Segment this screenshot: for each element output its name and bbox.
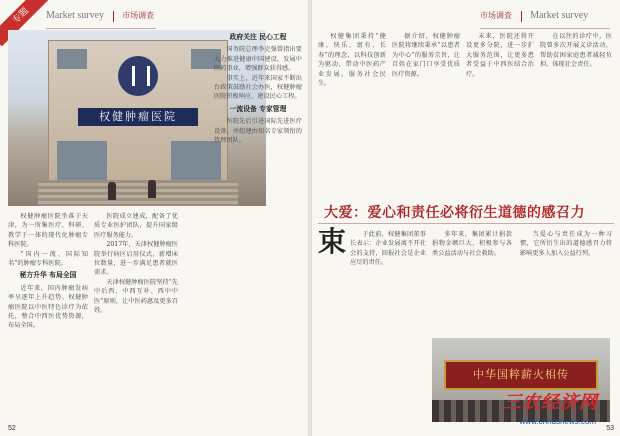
header-en: Market survey	[530, 10, 589, 21]
paragraph: 医院成立建成，配备了优质专业医护团队，提升国家级医疗服务能力。	[94, 213, 178, 239]
paragraph: 据介绍，权健肿瘤医院将继续秉承“以患者为中心”的服务宗旨，让百姓在家门口享受优质医疗资源。	[392, 33, 460, 78]
header-cn: 市场调查	[480, 11, 512, 20]
section-badge-label: 专题	[0, 0, 48, 46]
right-body-column-1	[350, 230, 426, 416]
right-column-2	[392, 32, 460, 196]
paragraph: 2017年，天津权健肿瘤医院举行病区启用仪式，新增床位数量，进一步满足患者就医需求。	[94, 241, 178, 277]
person-figure	[108, 182, 116, 200]
subheading: 政府关注 民心工程	[229, 33, 287, 41]
right-column-3	[466, 32, 534, 196]
left-column-3	[214, 30, 302, 412]
right-header	[480, 10, 588, 22]
paragraph: 多年来，集团累计捐款捐物金额巨大，积极参与各类公益活动与社会救助。	[432, 231, 512, 257]
header-cn: 市场调查	[122, 11, 155, 20]
paragraph: 当爱心与责任成为一种习惯，它所衍生出的道德感召力将影响更多人加入公益行列。	[520, 231, 612, 257]
person-figure	[148, 180, 156, 198]
right-column-4	[540, 32, 612, 196]
hospital-logo-icon	[118, 56, 158, 96]
page-number-right: 53	[606, 425, 614, 432]
window	[57, 141, 107, 181]
paragraph: 在以往的诊疗中，医院曾多次开展义诊活动，帮助贫困家庭患者减轻负担，体现社会责任。	[540, 33, 612, 69]
left-column-1	[8, 212, 88, 412]
paragraph: 医院先后引进国际先进医疗设备，并组建由知名专家领衔的管理团队。	[214, 118, 302, 145]
right-body-column-2	[432, 230, 512, 334]
window	[57, 49, 87, 69]
paragraph: 天津权健肿瘤医院坚持“先中后西、中西互补、西中中医”原则，让中医药惠及更多百姓。	[94, 278, 178, 315]
paragraph: “国内一流、国际知名”的肿瘤专科医院。	[8, 250, 88, 268]
article-headline: 大爱：爱心和责任必将衍生道德的感召力	[324, 205, 585, 221]
header-divider	[521, 11, 522, 22]
watermark-url: www.chndsnews.com	[519, 417, 596, 426]
left-column-2	[94, 212, 178, 412]
paragraph: 近年来，国内肿瘤发病率呈逐年上升趋势。权健肿瘤医院以中医特色诊疗为依托，整合中西医优势资源，布局全国。	[8, 284, 88, 330]
paragraph: 未来，医院还将开设更多分院，进一步扩大服务范围，让更多患者受益于中西医结合治疗。	[466, 33, 534, 78]
right-header-rule	[480, 28, 610, 29]
header-en: Market survey	[46, 10, 105, 21]
hospital-sign: 权健肿瘤医院	[78, 108, 198, 126]
ceremony-banner: 中华国粹薪火相传	[444, 360, 598, 390]
paragraph: 事实上，近年来国家不断出台政策鼓励社会办医，权健肿瘤医院积极响应，建设民心工程。	[214, 74, 302, 101]
left-header-rule	[46, 28, 156, 29]
subheading: 一流设备 专家管理	[229, 104, 287, 113]
right-column-1	[318, 32, 386, 196]
paragraph: 权健肿瘤医院坐落于天津，为一所集医疗、科研、教学于一体的现代化肿瘤专科医院。	[8, 213, 88, 249]
entrance-steps	[38, 180, 238, 206]
page-gutter	[308, 0, 312, 436]
drop-cap: 束	[318, 225, 347, 258]
right-body-column-3	[520, 230, 612, 334]
headline-rule	[318, 223, 614, 224]
subheading: 秘方升华 布局全国	[19, 271, 77, 280]
paragraph: 于此前，权健集团董事长表示：企业发展离不开社会的支持，回报社会是企业应尽的责任。	[350, 231, 426, 267]
watermark-logo: 三农经济网	[503, 392, 598, 413]
left-header	[46, 10, 154, 22]
paragraph: 权健集团秉持“健康、快乐、富有、长寿”的理念，以科技创新为驱动，带动中医药产业发展，服务社会民生。	[318, 33, 386, 88]
paragraph: 国务院总理李克强曾指出要大力推进健康中国建设，发展中医药事业，增强群众获得感。	[214, 46, 302, 73]
page-number-left: 52	[8, 425, 16, 432]
header-divider	[113, 11, 114, 22]
